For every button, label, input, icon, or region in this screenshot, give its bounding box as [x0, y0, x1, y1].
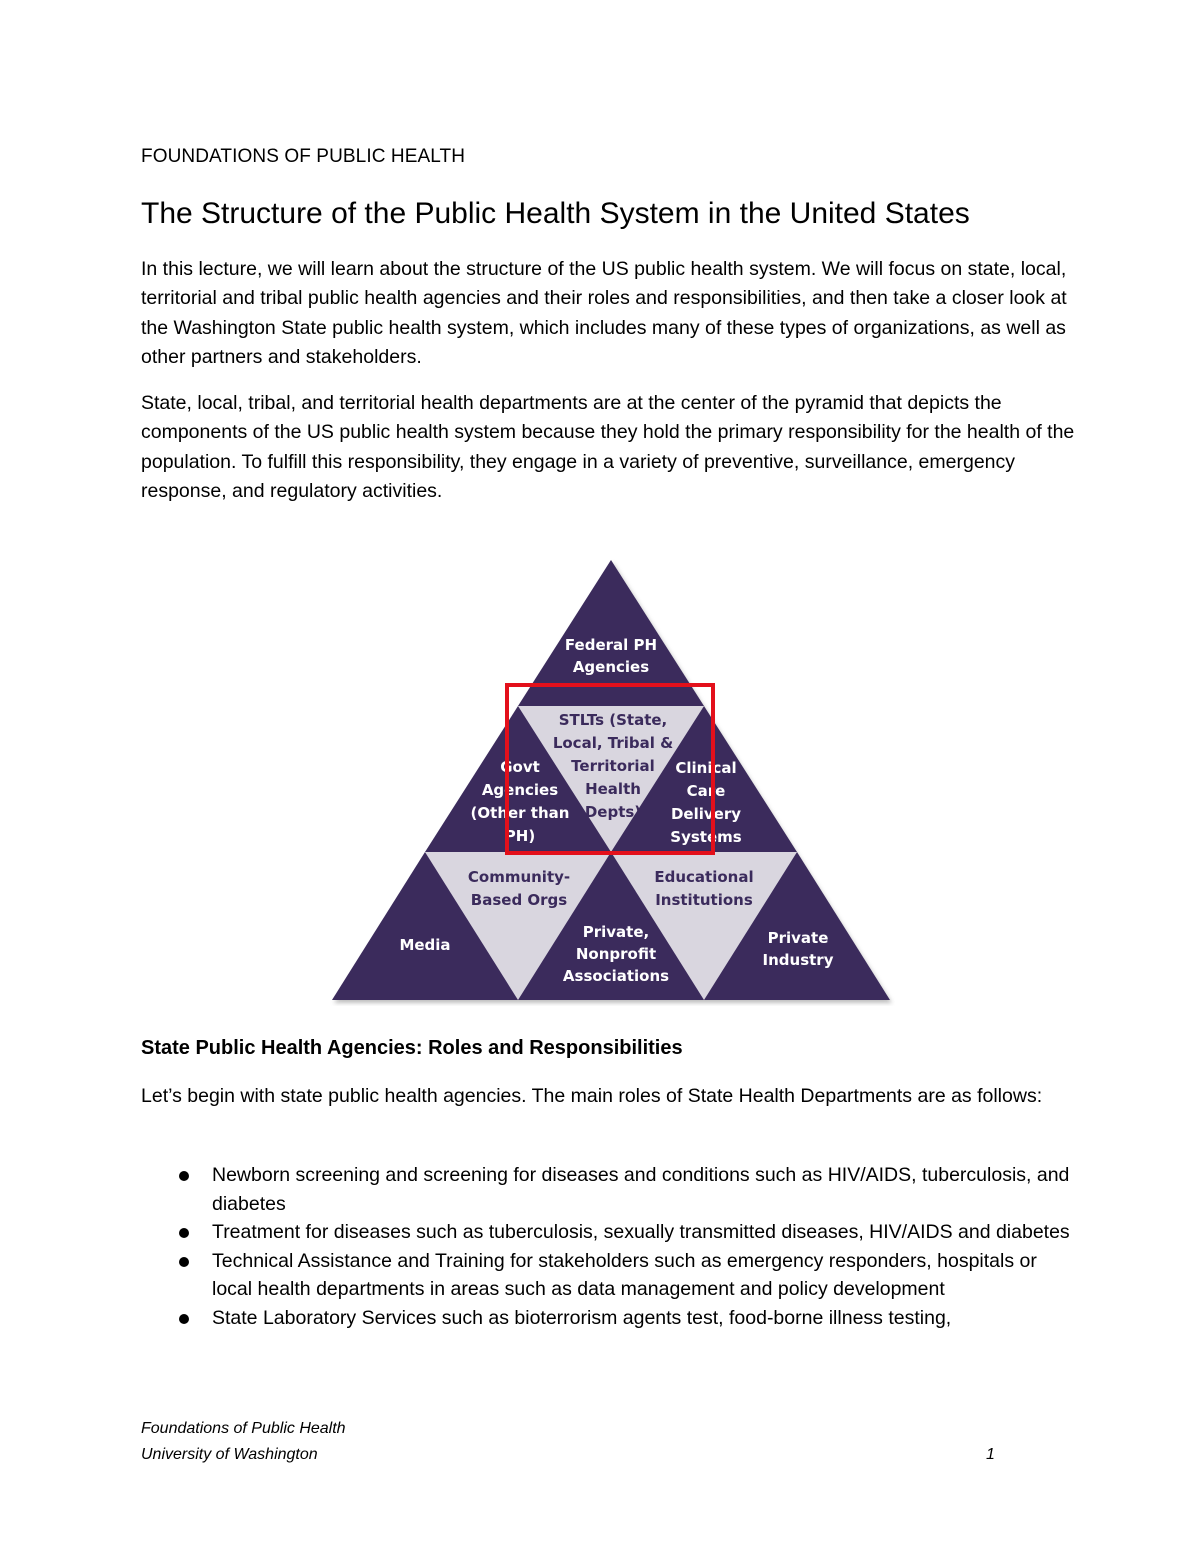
media-label-line: Media — [399, 936, 451, 954]
bullet-icon — [179, 1171, 189, 1181]
list-item: Technical Assistance and Training for stakeholders such as emergency responders, hospitals or local health departments in areas such as data management and policy development — [141, 1247, 1076, 1304]
stlt-label-line: Local, Tribal & — [552, 734, 674, 752]
course-header: FOUNDATIONS OF PUBLIC HEALTH — [141, 146, 466, 167]
pyramid-svg — [330, 556, 895, 1006]
federal-ph-label-line: Agencies — [572, 658, 650, 676]
govt-agencies-label-line: Agencies — [481, 781, 559, 799]
govt-agencies-label-line: Govt — [500, 758, 540, 776]
roles-list — [141, 1161, 1076, 1333]
list-item: State Laboratory Services such as bioterrorism agents test, food-borne illness testing, — [141, 1304, 1076, 1333]
clinical-care-label-line: Clinical — [675, 759, 737, 777]
federal-ph-label-line: Federal PH — [564, 636, 658, 654]
stlt-label-line: Depts) — [584, 803, 642, 821]
list-item: Treatment for diseases such as tuberculosis, sexually transmitted diseases, HIV/AIDS and diabetes — [141, 1218, 1076, 1247]
list-item: Newborn screening and screening for diseases and conditions such as HIV/AIDS, tuberculosis, and diabetes — [141, 1161, 1076, 1218]
bullet-icon — [179, 1257, 189, 1267]
footer-course: Foundations of Public Health — [141, 1420, 346, 1437]
private-nonprofit-label-line: Private, — [582, 923, 650, 941]
stlt-label-line: Territorial — [571, 757, 655, 775]
private-industry-label-line: Industry — [762, 951, 834, 969]
clinical-care-label-line: Care — [686, 782, 726, 800]
private-nonprofit-label-line: Nonprofit — [575, 945, 657, 963]
community-orgs-label-line: Based Orgs — [470, 891, 568, 909]
educational-institutions-label-line: Educational — [654, 868, 754, 886]
private-nonprofit-label-line: Associations — [562, 967, 670, 985]
stlt-label-line: STLTs (State, — [558, 711, 668, 729]
media-label — [399, 936, 450, 954]
private-industry-label-line: Private — [767, 929, 829, 947]
clinical-care-label-line: Systems — [670, 828, 742, 846]
footer-university: University of Washington — [141, 1446, 318, 1463]
section-heading: State Public Health Agencies: Roles and Responsibilities — [141, 1037, 683, 1059]
begin-paragraph: Let’s begin with state public health agencies. The main roles of State Health Departments are as follows: — [141, 1085, 1043, 1107]
bullet-icon — [179, 1228, 189, 1238]
educational-institutions-label-line: Institutions — [655, 891, 753, 909]
public-health-pyramid-diagram — [330, 556, 895, 1006]
pyramid-paragraph: State, local, tribal, and territorial health departments are at the center of the pyramid that depicts the components of the US public health system because they hold the primary responsibility for the health of the population. To fulfill this responsibility, they engage in a variety of preventive, surveillance, emergency response, and regulatory activities. — [141, 392, 1075, 503]
govt-agencies-label-line: (Other than — [470, 804, 570, 822]
clinical-care-label-line: Delivery — [670, 805, 742, 823]
community-orgs-label-line: Community- — [467, 868, 571, 886]
stlt-label-line: Health — [585, 780, 641, 798]
intro-paragraph: In this lecture, we will learn about the structure of the US public health system. We will focus on state, local, territorial and tribal public health agencies and their roles and responsibilities, and then take a closer look at the Washington State public health system, which includes many of these types of organizations, as well as other partners and stakeholders. — [141, 258, 1067, 369]
bullet-icon — [179, 1314, 189, 1324]
footer — [141, 1416, 346, 1468]
page-number: 1 — [986, 1446, 995, 1463]
govt-agencies-label-line: PH) — [504, 827, 536, 845]
document-title: The Structure of the Public Health System in the United States — [141, 197, 970, 230]
